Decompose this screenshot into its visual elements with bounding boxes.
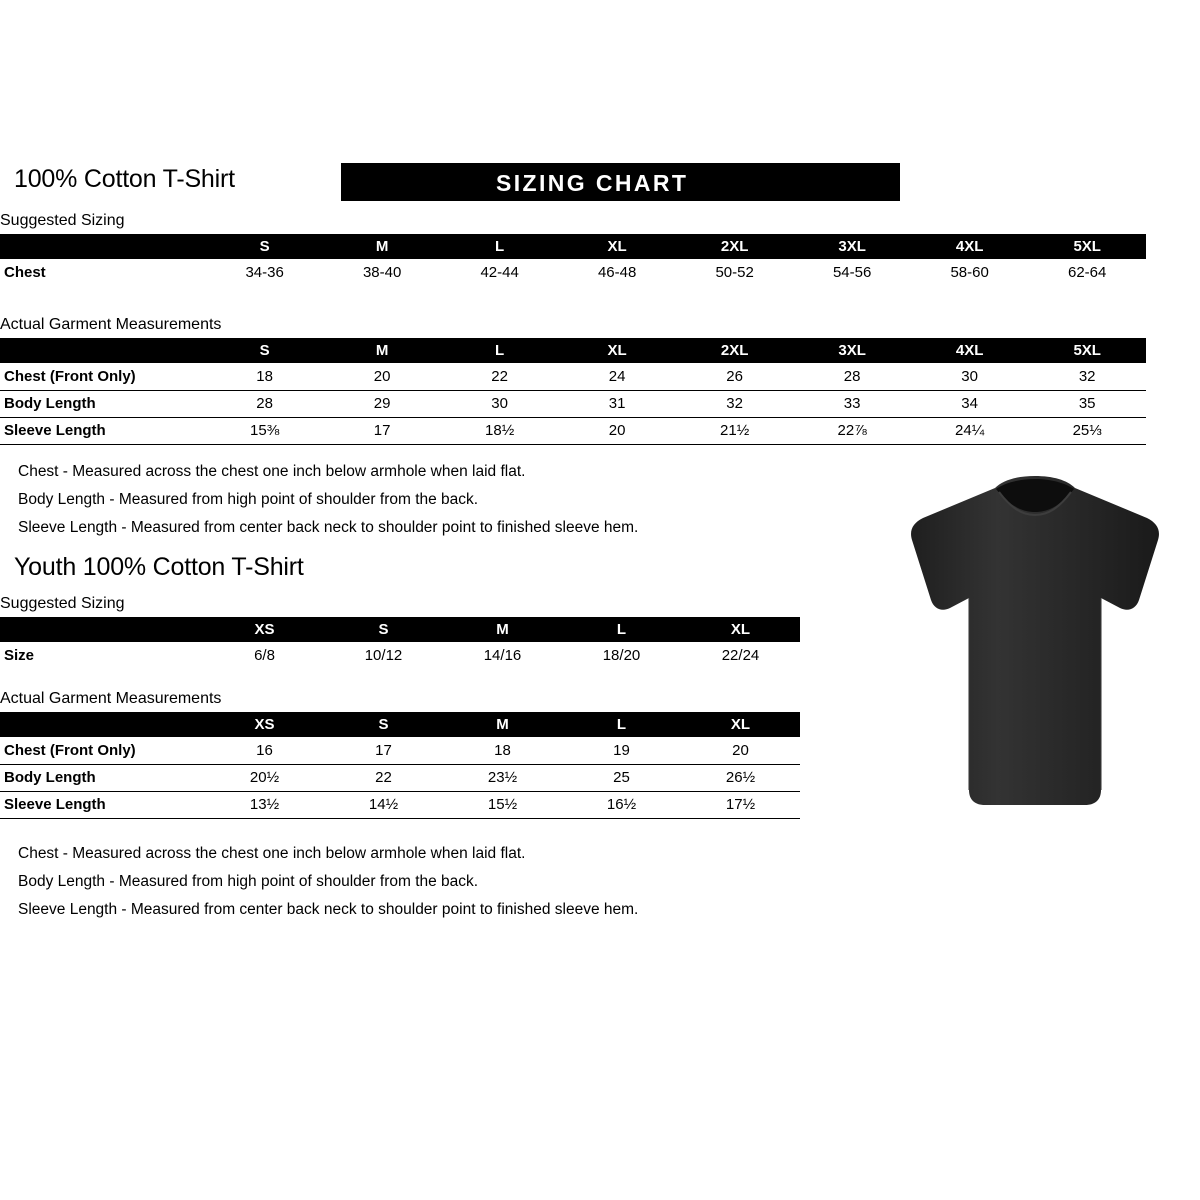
youth-note-sleeve-length: Sleeve Length - Measured from center back neck to shoulder point to finished sleeve hem. bbox=[18, 901, 639, 918]
youth-actual-measurements-label: Actual Garment Measurements bbox=[0, 690, 222, 707]
row-label: Size bbox=[4, 647, 35, 664]
cell-value: 35 bbox=[1028, 390, 1146, 417]
youth-note-body-length: Body Length - Measured from high point of shoulder from the back. bbox=[18, 873, 479, 890]
column-header-size: L bbox=[495, 342, 505, 359]
table-header-row bbox=[0, 234, 1146, 259]
table-row bbox=[0, 363, 1146, 390]
row-label: Body Length bbox=[0, 390, 206, 417]
column-header-size: 2XL bbox=[720, 342, 749, 359]
page-title: 100% Cotton T-Shirt bbox=[14, 165, 235, 193]
column-header-size: 4XL bbox=[955, 342, 984, 359]
cell-value: 19 bbox=[562, 737, 681, 764]
cell-value: 10/12 bbox=[364, 647, 403, 664]
cell-value: 15⅜ bbox=[206, 417, 324, 444]
cell-value: 26½ bbox=[681, 764, 800, 791]
column-header-size: 4XL bbox=[955, 238, 984, 255]
cell-value: 31 bbox=[558, 390, 676, 417]
table-row bbox=[0, 737, 800, 764]
cell-value: 24¼ bbox=[911, 417, 1029, 444]
table-header-row bbox=[0, 338, 1146, 363]
column-header-size: S bbox=[378, 621, 389, 638]
cell-value: 22 bbox=[324, 764, 443, 791]
cell-value: 25⅓ bbox=[1028, 417, 1146, 444]
table-header-row bbox=[0, 712, 800, 737]
column-header-size: 3XL bbox=[838, 342, 866, 359]
adult-note-sleeve-length: Sleeve Length - Measured from center back neck to shoulder point to finished sleeve hem. bbox=[18, 519, 639, 536]
column-header-size: L bbox=[616, 621, 627, 638]
youth-actual-measurements-table bbox=[0, 712, 800, 819]
cell-value: 16 bbox=[205, 737, 324, 764]
cell-value: 22⅞ bbox=[793, 417, 911, 444]
cell-value: 46-48 bbox=[597, 264, 637, 281]
cell-value: 29 bbox=[323, 390, 441, 417]
cell-value: 25 bbox=[562, 764, 681, 791]
cell-value: 14½ bbox=[324, 791, 443, 818]
row-label: Sleeve Length bbox=[0, 791, 205, 818]
cell-value: 20½ bbox=[205, 764, 324, 791]
column-header-size: XL bbox=[730, 716, 751, 733]
tshirt-illustration bbox=[895, 472, 1175, 812]
cell-value: 13½ bbox=[205, 791, 324, 818]
cell-value: 42-44 bbox=[480, 264, 519, 281]
sizing-chart-banner bbox=[341, 163, 900, 201]
column-header-size: XL bbox=[607, 238, 627, 255]
cell-value: 23½ bbox=[443, 764, 562, 791]
row-label: Sleeve Length bbox=[0, 417, 206, 444]
cell-value: 54-56 bbox=[832, 264, 872, 281]
table-header-row bbox=[0, 617, 800, 642]
cell-value: 50-52 bbox=[715, 264, 754, 281]
column-header-size: S bbox=[259, 342, 270, 359]
adult-actual-measurements-label: Actual Garment Measurements bbox=[0, 316, 222, 333]
column-header-blank bbox=[0, 234, 206, 259]
column-header-size: XS bbox=[254, 716, 275, 733]
adult-actual-measurements-table bbox=[0, 338, 1146, 445]
column-header-size: L bbox=[616, 716, 627, 733]
cell-value: 58-60 bbox=[950, 264, 989, 281]
cell-value: 32 bbox=[676, 390, 794, 417]
cell-value: 17 bbox=[323, 417, 441, 444]
youth-suggested-sizing-table bbox=[0, 617, 800, 669]
cell-value: 20 bbox=[681, 737, 800, 764]
column-header-blank bbox=[0, 338, 206, 363]
youth-note-chest: Chest - Measured across the chest one inch below armhole when laid flat. bbox=[18, 845, 526, 862]
youth-suggested-sizing-label: Suggested Sizing bbox=[0, 595, 125, 612]
cell-value: 20 bbox=[323, 363, 441, 390]
adult-suggested-sizing-label: Suggested Sizing bbox=[0, 212, 125, 229]
cell-value: 30 bbox=[911, 363, 1029, 390]
cell-value: 15½ bbox=[443, 791, 562, 818]
cell-value: 62-64 bbox=[1068, 264, 1107, 281]
row-label: Body Length bbox=[0, 764, 205, 791]
cell-value: 34-36 bbox=[245, 264, 284, 281]
column-header-blank bbox=[0, 617, 205, 642]
cell-value: 21½ bbox=[676, 417, 794, 444]
tshirt-icon bbox=[895, 472, 1175, 812]
row-label: Chest bbox=[4, 264, 46, 281]
column-header-size: XS bbox=[254, 621, 275, 638]
cell-value: 6/8 bbox=[254, 647, 275, 664]
table-row bbox=[0, 417, 1146, 444]
cell-value: 20 bbox=[558, 417, 676, 444]
row-label: Chest (Front Only) bbox=[0, 737, 205, 764]
cell-value: 17 bbox=[324, 737, 443, 764]
cell-value: 33 bbox=[793, 390, 911, 417]
column-header-size: S bbox=[378, 716, 389, 733]
youth-section-title: Youth 100% Cotton T-Shirt bbox=[14, 553, 304, 581]
cell-value: 17½ bbox=[681, 791, 800, 818]
column-header-size: XL bbox=[730, 621, 751, 638]
cell-value: 18½ bbox=[441, 417, 559, 444]
adult-note-chest: Chest - Measured across the chest one inch below armhole when laid flat. bbox=[18, 463, 526, 480]
cell-value: 30 bbox=[441, 390, 559, 417]
cell-value: 18 bbox=[443, 737, 562, 764]
column-header-size: 5XL bbox=[1073, 238, 1101, 255]
column-header-size: M bbox=[375, 342, 389, 359]
cell-value: 24 bbox=[558, 363, 676, 390]
cell-value: 28 bbox=[206, 390, 324, 417]
cell-value: 16½ bbox=[562, 791, 681, 818]
column-header-size: M bbox=[496, 621, 509, 638]
column-header-size: 2XL bbox=[720, 238, 749, 255]
table-row bbox=[0, 764, 800, 791]
table-row bbox=[0, 390, 1146, 417]
cell-value: 22/24 bbox=[721, 647, 760, 664]
column-header-size: M bbox=[496, 716, 509, 733]
table-row bbox=[0, 642, 800, 669]
cell-value: 26 bbox=[676, 363, 794, 390]
column-header-size: 5XL bbox=[1073, 342, 1101, 359]
table-row bbox=[0, 791, 800, 818]
column-header-blank bbox=[0, 712, 205, 737]
sizing-chart-banner-label: SIZING CHART bbox=[496, 170, 689, 196]
table-row bbox=[0, 259, 1146, 286]
cell-value: 14/16 bbox=[483, 647, 522, 664]
column-header-size: S bbox=[259, 238, 270, 255]
row-label: Chest (Front Only) bbox=[0, 363, 206, 390]
header bbox=[14, 163, 900, 201]
column-header-size: L bbox=[495, 238, 505, 255]
cell-value: 34 bbox=[911, 390, 1029, 417]
cell-value: 32 bbox=[1028, 363, 1146, 390]
cell-value: 18/20 bbox=[602, 647, 641, 664]
adult-note-body-length: Body Length - Measured from high point of shoulder from the back. bbox=[18, 491, 479, 508]
column-header-size: XL bbox=[607, 342, 627, 359]
adult-suggested-sizing-table bbox=[0, 234, 1146, 286]
cell-value: 22 bbox=[441, 363, 559, 390]
cell-value: 18 bbox=[206, 363, 324, 390]
cell-value: 38-40 bbox=[362, 264, 402, 281]
column-header-size: M bbox=[375, 238, 389, 255]
column-header-size: 3XL bbox=[838, 238, 866, 255]
cell-value: 28 bbox=[793, 363, 911, 390]
